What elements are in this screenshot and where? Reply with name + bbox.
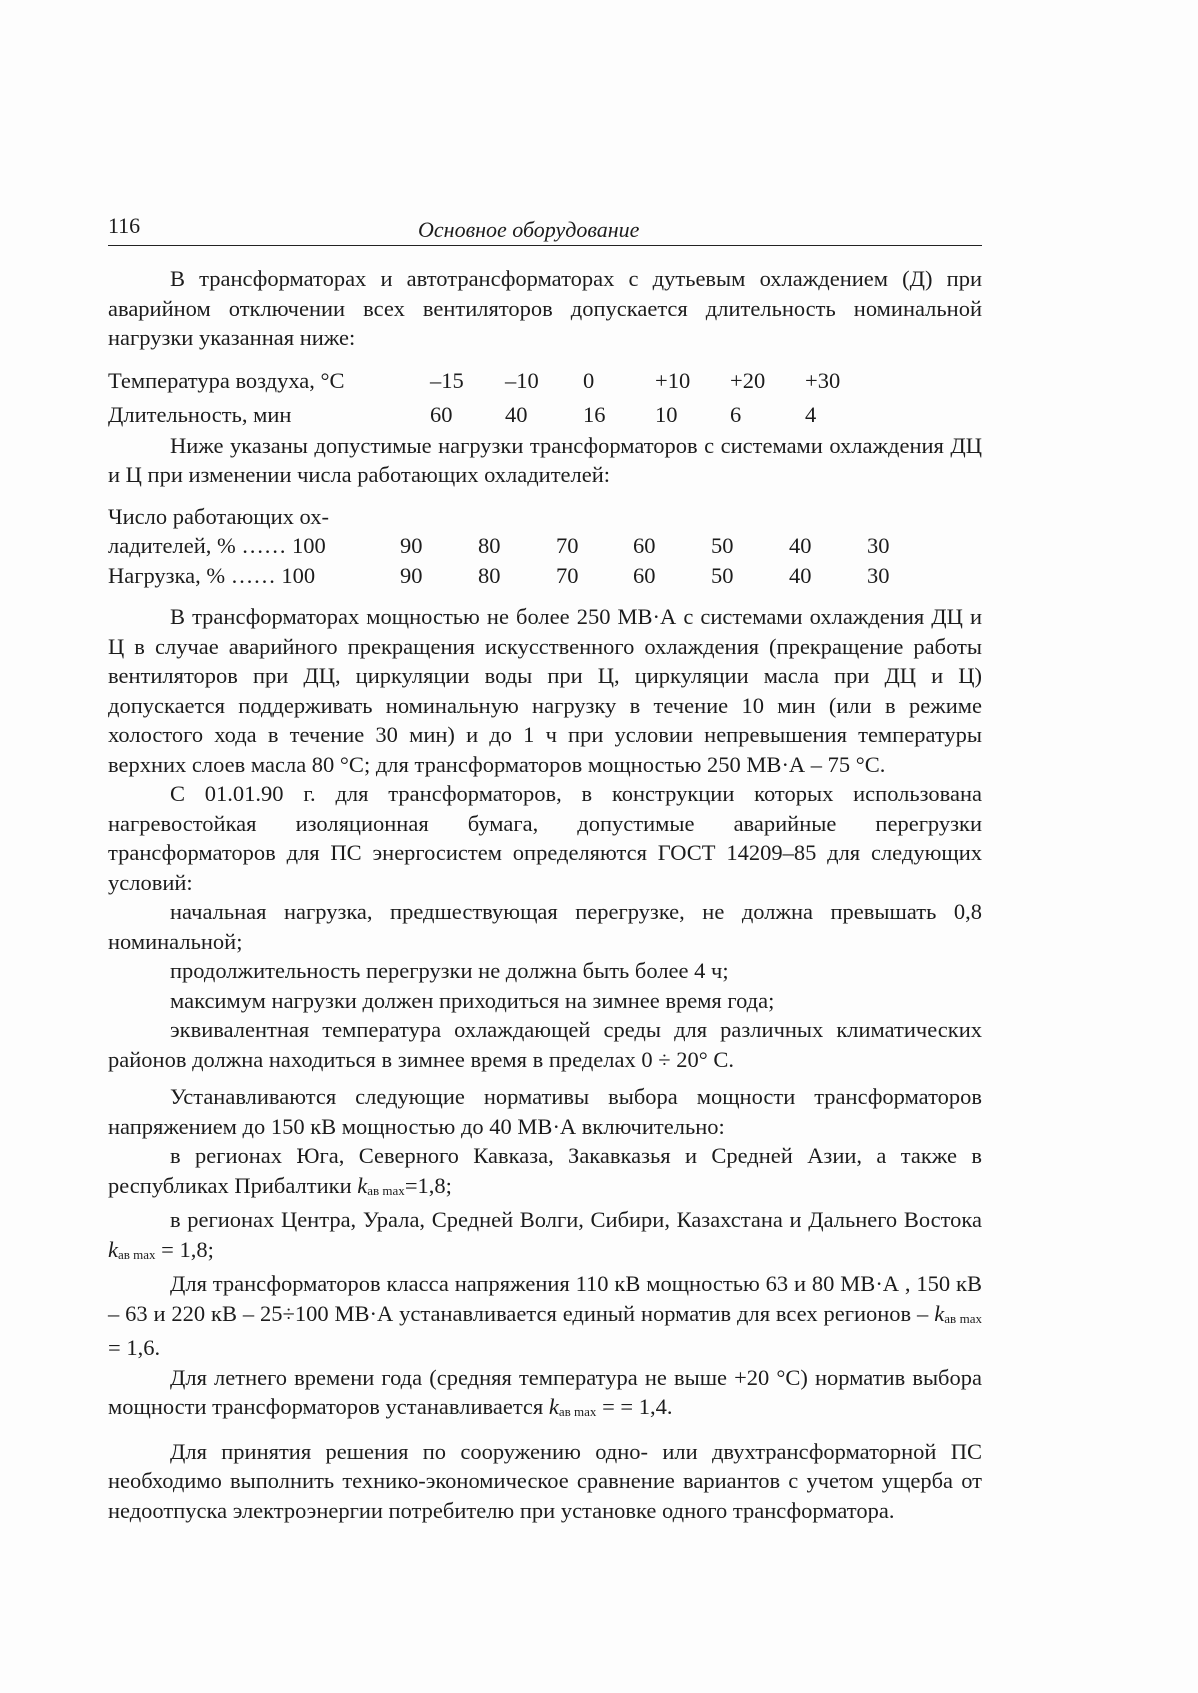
paragraph-decision: Для принятия решения по сооружению одно- или двухтрансформаторной ПС необходимо выполнить технико-экономическое сравнение вариантов с учетом ущерба от недоотпуска электроэнергии потребителю при установке одного трансформатора. xyxy=(108,1438,982,1523)
norm-region-center xyxy=(108,1205,982,1269)
row-label: ладителей, % …… 100 xyxy=(108,533,326,558)
norm-value: = 1,6. xyxy=(108,1335,161,1360)
condition-initial-load: начальная нагрузка, предшествующая перегрузке, не должна превышать 0,8 номинальной; xyxy=(108,899,982,954)
paragraph-110kv xyxy=(108,1269,982,1363)
row-label: Нагрузка, % …… 100 xyxy=(108,562,316,588)
table-cell: 40 xyxy=(789,562,812,588)
paragraph-gost: С 01.01.90 г. для трансформаторов, в конструкции которых использована нагревостойкая изоляционная бумага, допустимые аварийные перегрузки трансформаторов для ПС энергосистем определяются ГОСТ 14209–85 для следующих условий: xyxy=(108,781,982,895)
norm-value: = 1,8; xyxy=(155,1236,214,1262)
paragraph-norms: Устанавливаются следующие нормативы выбора мощности трансформаторов напряжением до 150 кВ мощностью до 40 МВ·А включительно: xyxy=(108,1084,982,1139)
table-cell: 50 xyxy=(711,533,734,558)
coefficient-symbol: k xyxy=(108,1236,118,1262)
table-cell: 6 xyxy=(730,401,742,427)
condition-maximum: максимум нагрузки должен приходиться на зимнее время года; xyxy=(170,987,775,1013)
paragraph-coolers: Ниже указаны допустимые нагрузки трансформаторов с системами охлаждения ДЦ и Ц при изменении числа работающих охладителей: xyxy=(108,432,982,487)
table-cell: 60 xyxy=(430,401,453,427)
coefficient-symbol: k xyxy=(357,1172,368,1198)
table-row xyxy=(108,399,982,431)
table-cell: 50 xyxy=(711,562,734,588)
table-cell: 80 xyxy=(478,562,501,588)
norm-text: в регионах Центра, Урала, Средней Волги, Сибири, Казахстана и Дальнего Востока xyxy=(170,1207,982,1232)
paragraph-emergency-cooling: В трансформаторах мощностью не более 250 МВ·А с системами охлаждения ДЦ и Ц в случае аварийного прекращения искусственного охлаждения (прекращение работы вентиляторов при ДЦ, циркуляции воды при Ц, циркуляции масла при ДЦ и Ц) допускается поддерживать номинальную нагрузку в течение 10 мин (или в режиме холостого хода в течение 30 мин) и до 1 ч при условии непревышения температуры верхних слоев масла 80 °С; для трансформаторов мощностью 250 МВ·А – 75 °С. xyxy=(108,604,982,777)
table-cell: 60 xyxy=(633,562,656,588)
table-coolers xyxy=(108,502,982,591)
paragraph-summer xyxy=(108,1363,982,1427)
table-cell: +20 xyxy=(730,367,766,393)
table-cell: 70 xyxy=(556,562,579,588)
coefficient-subscript: ав max xyxy=(367,1182,405,1198)
page-number: 116 xyxy=(108,213,141,238)
norm-value: =1,8; xyxy=(404,1172,452,1198)
running-title: Основное оборудование xyxy=(418,217,640,242)
table-cell: +30 xyxy=(805,367,841,393)
table-cell: –10 xyxy=(505,367,539,393)
table-coolers-values xyxy=(108,531,982,590)
norm-text: Для трансформаторов класса напряжения 110 кВ мощностью 63 и 80 МВ·А , 150 кВ – 63 и 220 кВ – 25÷100 МВ·А устанавливается единый норматив для всех регионов – xyxy=(108,1271,982,1326)
condition-temperature: эквивалентная температура охлаждающей среды для различных климатических районов должна находиться в зимнее время в пределах 0 ÷ 20° С. xyxy=(108,1017,982,1072)
norm-value: = = 1,4. xyxy=(596,1394,673,1419)
table-cell: 40 xyxy=(789,533,812,558)
coefficient-subscript: ав max xyxy=(118,1246,156,1262)
table-cell: –15 xyxy=(430,367,464,393)
norm-text: в регионах Юга, Северного Кавказа, Закавказья и Средней Азии, а также в республиках Прибалтики xyxy=(108,1143,982,1198)
row-label: Температура воздуха, °С xyxy=(108,367,345,393)
table-cell: 30 xyxy=(867,562,890,588)
paragraph-fan-cooling: В трансформаторах и автотрансформаторах с дутьевым охлаждением (Д) при аварийном отключении всех вентиляторов допускается длительность номинальной нагрузки указанная ниже: xyxy=(108,266,982,350)
condition-duration: продолжительность перегрузки не должна быть более 4 ч; xyxy=(170,958,729,983)
page-body xyxy=(108,205,982,1525)
table-cell: 4 xyxy=(805,401,817,427)
norm-text: Для летнего времени года (средняя температура не выше +20 °С) норматив выбора мощности трансформаторов устанавливается xyxy=(108,1364,982,1419)
table-row xyxy=(108,363,982,399)
coefficient-symbol: k xyxy=(934,1300,945,1326)
row-label: Длительность, мин xyxy=(108,401,292,427)
table-row xyxy=(108,561,982,591)
table-cell: 40 xyxy=(505,401,528,427)
row-label-continued: Число работающих ох- xyxy=(108,503,329,529)
table-air-temperature xyxy=(108,363,982,431)
table-cell: 70 xyxy=(556,533,579,558)
running-header xyxy=(108,205,982,246)
norm-region-south xyxy=(108,1141,982,1205)
table-row xyxy=(108,531,982,561)
table-cell: 90 xyxy=(400,562,423,588)
table-cell: 10 xyxy=(655,401,678,427)
coefficient-symbol: k xyxy=(548,1394,559,1419)
table-cell: 90 xyxy=(400,533,423,558)
table-cell: 16 xyxy=(583,401,606,427)
coefficient-subscript: ав max xyxy=(944,1310,982,1326)
table-cell: 0 xyxy=(583,367,595,393)
table-cell: +10 xyxy=(655,367,691,393)
coefficient-subscript: ав max xyxy=(558,1404,597,1419)
table-cell: 80 xyxy=(478,533,501,558)
table-cell: 60 xyxy=(633,533,656,558)
table-cell: 30 xyxy=(867,533,890,558)
